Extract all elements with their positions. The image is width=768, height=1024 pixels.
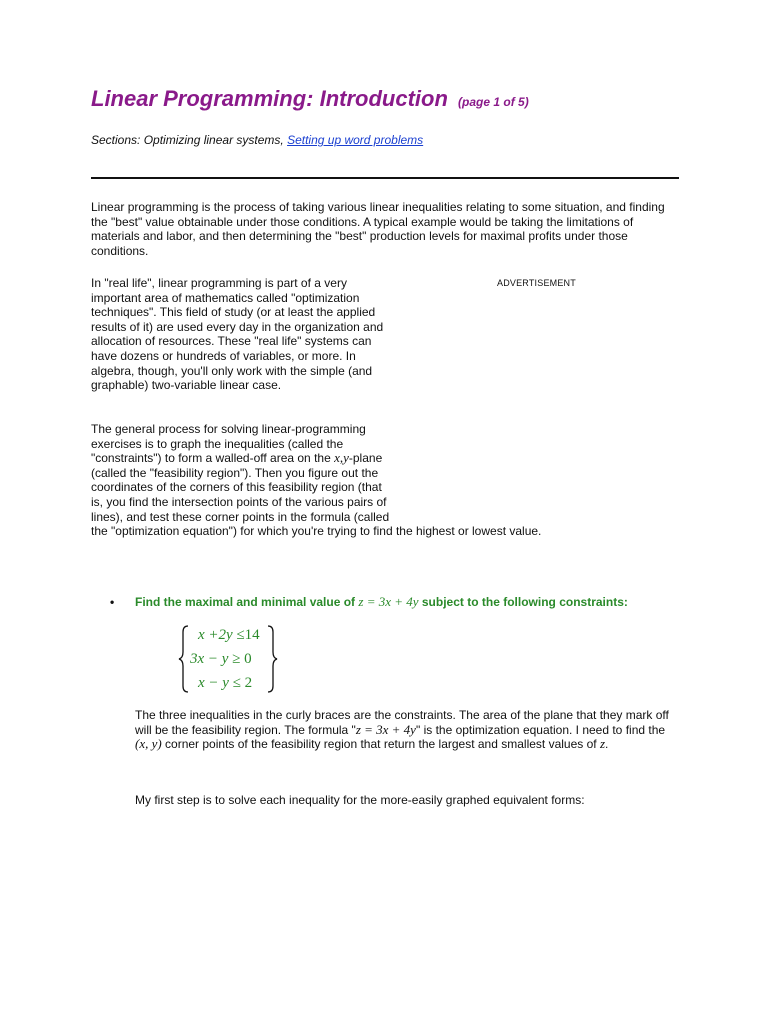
- sections-nav: [91, 133, 423, 147]
- objective-formula: z = 3x + 4y: [358, 594, 419, 609]
- constraint-3-rhs: ≤ 2: [228, 675, 253, 691]
- title-text: Linear Programming: Introduction: [91, 86, 448, 111]
- constraint-3-lhs: x − y: [198, 675, 229, 691]
- general-process-text-b: -plane (called the "feasibility region"). Then you figure out the coordinates of the corners of this feasibility region (that is, you find the intersection points of the various pairs of lines), and test these corner points in the formula (called: [91, 451, 390, 524]
- page-title: [91, 86, 529, 112]
- explanation-paragraph: [135, 708, 680, 752]
- explanation-text-c: corner points of the feasibility region that return the largest and smallest values of: [161, 737, 600, 752]
- z-variable: z: [599, 736, 605, 752]
- constraint-2-rhs: ≥ 0: [228, 651, 252, 667]
- sections-label: Sections: Optimizing linear systems,: [91, 133, 288, 147]
- real-life-paragraph: In "real life", linear programming is part of a very important area of mathematics called "optimization techniques". This field of study (or at least the applied results of it) are used every day in the organization and allocation of resources. These "real life" systems can have dozens or hundreds of variables, or more. In algebra, though, you'll only work with the simple (and graphable) two-variable linear case.: [91, 276, 384, 393]
- page-indicator: (page 1 of 5): [458, 95, 529, 109]
- problem-suffix: subject to the following constraints:: [418, 595, 628, 609]
- explanation-text-d: .: [605, 737, 609, 752]
- problem-statement: [110, 594, 628, 610]
- horizontal-rule: [91, 177, 679, 179]
- constraint-2-lhs: 3x − y: [190, 651, 229, 667]
- constraint-1-rhs: ≤14: [232, 627, 260, 643]
- setting-up-word-problems-link[interactable]: Setting up word problems: [287, 133, 424, 147]
- constraint-1: [198, 627, 260, 644]
- first-step-paragraph: My first step is to solve each inequality for the more-easily graphed equivalent forms:: [135, 793, 585, 807]
- general-process-text-a: The general process for solving linear-programming exercises is to graph the inequalities (called the "constraints") to form a walled-off area on the: [91, 422, 366, 466]
- general-process-text-c: the "optimization equation") for which you're trying to find the highest or lowest value.: [91, 524, 542, 539]
- constraint-system: [178, 624, 278, 694]
- constraint-3: [198, 675, 252, 692]
- explanation-text-a: The three inequalities in the curly braces are the constraints. The area of the plane that they mark off will be the feasibility region. The formula ": [135, 708, 669, 737]
- explanation-formula: z = 3x + 4y: [355, 721, 416, 737]
- problem-prefix: Find the maximal and minimal value of: [135, 595, 359, 609]
- intro-paragraph: Linear programming is the process of taking various linear inequalities relating to some situation, and finding the "best" value obtainable under those conditions. A typical example would be taking the limitations of materials and labor, and then determining the "best" production levels for maximal profits under those conditions.: [91, 200, 665, 258]
- xy-plane-math: x,y: [334, 450, 349, 466]
- constraint-2: [190, 651, 252, 668]
- general-process-paragraph: [91, 422, 542, 539]
- corner-point-math: (x, y): [135, 736, 162, 752]
- bullet-point: •: [110, 595, 115, 609]
- constraint-1-lhs: x +2y: [198, 627, 233, 643]
- explanation-text-b: " is the optimization equation. I need to find the: [415, 722, 666, 737]
- advertisement-label: ADVERTISEMENT: [497, 278, 576, 288]
